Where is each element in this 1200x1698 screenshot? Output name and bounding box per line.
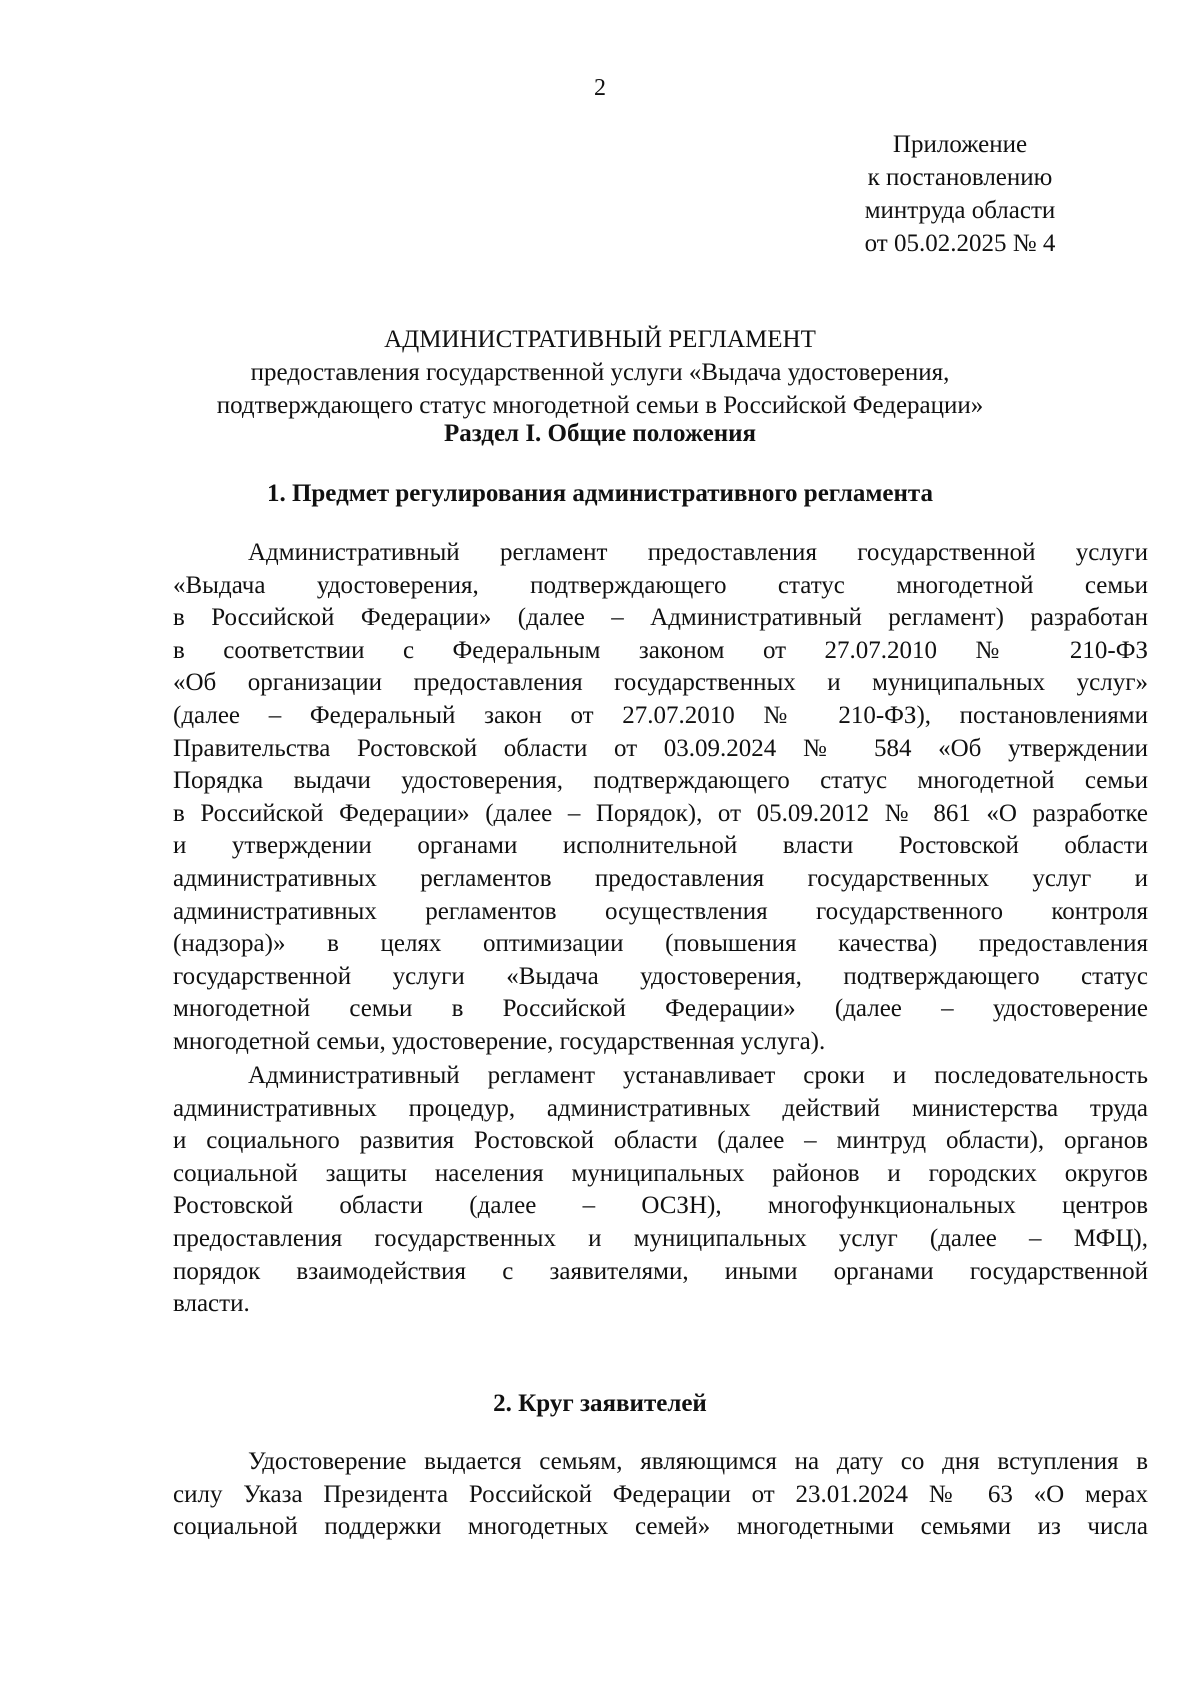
document-title [0,323,1200,422]
text-line: Административный регламент предоставления государственной услуги [248,539,1148,566]
text-line: в Российской Федерации» (далее – Порядок), от 05.09.2012 № 861 «О разработке [173,799,1148,827]
text-line: административных регламентов осуществления государственного контроля [173,897,1148,925]
text-line: силу Указа Президента Российской Федерации от 23.01.2024 № 63 «О мерах [173,1480,1148,1508]
text-line: Удостоверение выдается семьям, являющимся на дату со дня вступления в [248,1448,1148,1475]
text-line: административных регламентов предоставления государственных услуг и [173,864,1148,892]
text-line: Правительства Ростовской области от 03.09.2024 № 584 «Об утверждении [173,734,1148,762]
subsection-1-paragraph-2 [173,1060,1148,1321]
text-line: власти. [173,1290,250,1318]
text-line: порядок взаимодействия с заявителями, иными органами государственной [173,1257,1148,1285]
text-line: многодетной семьи, удостоверение, государственная услуга). [173,1027,826,1055]
text-line: социальной защиты населения муниципальных районов и городских округов [173,1159,1148,1187]
appendix-line: минтруда области [864,197,1056,224]
appendix-line: Приложение [892,131,1028,158]
subsection-2-paragraph-1 [173,1446,1148,1544]
text-line: многодетной семьи в Российской Федерации» (далее – удостоверение [173,995,1148,1023]
text-line: Ростовской области (далее – ОСЗН), многофункциональных центров [173,1192,1148,1220]
text-line: и социального развития Ростовской области (далее – минтруд области), органов [173,1127,1148,1155]
text-line: и утверждении органами исполнительной власти Ростовской области [173,832,1148,860]
text-line: (надзора)» в целях оптимизации (повышения качества) предоставления [173,930,1148,958]
text-line: социальной поддержки многодетных семей» многодетными семьями из числа [173,1513,1148,1541]
title-main: АДМИНИСТРАТИВНЫЙ РЕГЛАМЕНТ [384,326,816,353]
text-line: в Российской Федерации» (далее – Административный регламент) разработан [173,604,1148,632]
text-line: (далее – Федеральный закон от 27.07.2010 № 210-ФЗ), постановлениями [173,701,1148,729]
text-line: Административный регламент устанавливает сроки и последовательность [248,1062,1148,1089]
text-line: государственной услуги «Выдача удостоверения, подтверждающего статус [173,962,1148,990]
subsection-1-paragraph-1 [173,537,1148,1059]
appendix-line: от 05.02.2025 № 4 [864,230,1056,257]
title-subtitle-line: предоставления государственной услуги «Выдача удостоверения, [250,359,950,386]
text-line: в соответствии с Федеральным законом от 27.07.2010 № 210-ФЗ [173,636,1148,664]
text-line: административных процедур, административных действий министерства труда [173,1094,1148,1122]
appendix-block [810,128,1110,260]
text-line: предоставления государственных и муниципальных услуг (далее – МФЦ), [173,1224,1148,1252]
text-line: «Выдача удостоверения, подтверждающего статус многодетной семьи [173,571,1148,599]
text-line: «Об организации предоставления государственных и муниципальных услуг» [173,669,1148,697]
appendix-line: к постановлению [867,164,1053,191]
text-line: Порядка выдачи удостоверения, подтверждающего статус многодетной семьи [173,767,1148,795]
subsection-2-heading: 2. Круг заявителей [493,1390,707,1417]
title-subtitle-line: подтверждающего статус многодетной семьи в Российской Федерации» [216,392,984,419]
page-number: 2 [594,75,606,101]
subsection-1-heading: 1. Предмет регулирования административного регламента [266,480,934,507]
section-heading: Раздел I. Общие положения [443,420,757,447]
